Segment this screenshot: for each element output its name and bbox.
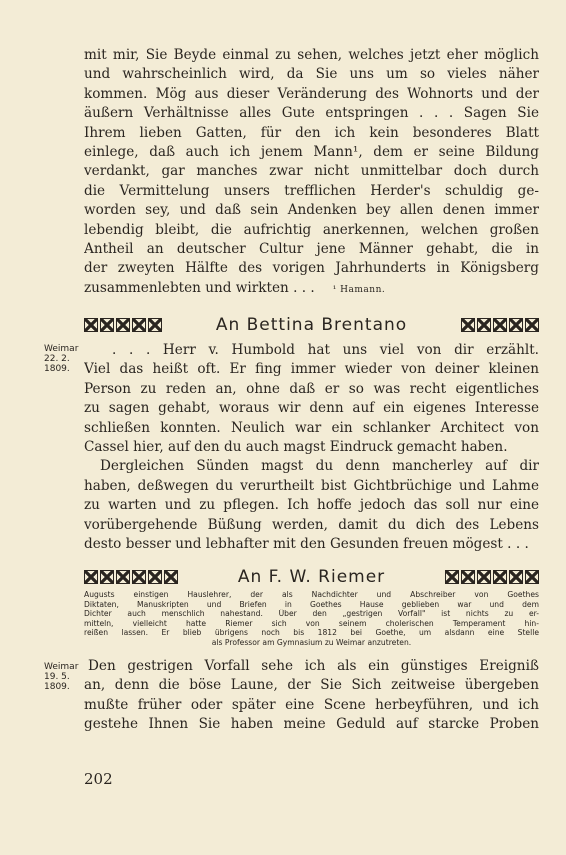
- text-line: die Vermittelung unsers trefflichen Herder's schuldig ge-: [84, 182, 539, 199]
- ornament-right: [445, 570, 539, 584]
- text-line: Viel das heißt oft. Er fing immer wieder von deiner kleinen: [84, 361, 539, 378]
- margin-year: 1809.: [44, 682, 70, 692]
- text-line: vorübergehende Büßung werden, damit du dich des Lebens: [84, 516, 539, 533]
- margin-date: [44, 344, 84, 374]
- margin-year: 1809.: [44, 364, 70, 374]
- margin-place: Weimar: [44, 662, 79, 672]
- text-line: an, denn die böse Laune, der Sie Sich zeitweise übergeben: [84, 677, 539, 694]
- heading-title: An Bettina Brentano: [215, 315, 408, 335]
- note-line: als Professor am Gymnasium zu Weimar anzutreten.: [211, 637, 412, 647]
- note-line: reißen lassen. Er blieb übrigens noch bis 1812 bei Goethe, um alsdann eine Stelle: [84, 628, 539, 638]
- ornament-left: [84, 570, 178, 584]
- letter-body-riemer: [84, 657, 539, 735]
- text-line: mußte früher oder später eine Scene herbeyführen, und ich: [84, 696, 539, 713]
- note-line: mitteln, vielleicht hatte Riemer sich von seinem cholerischen Temperament hin-: [84, 618, 539, 628]
- text-line: schließen konnten. Neulich war ein schlanker Architect von: [84, 419, 539, 436]
- margin-place: Weimar: [44, 344, 79, 354]
- text-line: haben, deßwegen du verurtheilt bist Gichtbrüchige und Lahme: [84, 477, 539, 494]
- heading-title: An F. W. Riemer: [237, 567, 386, 587]
- note-line: Augusts einstigen Hauslehrer, der als Nachdichter und Abschreiber von Goethes: [84, 590, 539, 599]
- note-line: Dichter auch menschlich nahestand. Über den „gestrigen Vorfall" ist nichts zu er-: [84, 609, 539, 619]
- text-line: zu warten und zu pflegen. Ich hoffe jedoch das soll nur eine: [84, 497, 539, 514]
- text-line-content: zusammenlebten und wirkten . . .: [84, 279, 315, 296]
- text-line: einlege, daß auch ich jenem Mann¹, dem er seine Bildung: [84, 143, 539, 160]
- text-line: äußern Verhältnisse alles Gute entspringen . . . Sagen Sie: [84, 105, 539, 122]
- text-line: Cassel hier, auf den du auch magst Eindruck gemacht haben.: [84, 438, 508, 455]
- ornament-left: [84, 318, 162, 332]
- ornament-right: [461, 318, 539, 332]
- text-line: desto besser und lebhafter mit den Gesunden freuen mögest . . .: [84, 535, 529, 552]
- editorial-note: [84, 590, 539, 648]
- text-line: kommen. Mög aus dieser Veränderung des Wohnorts und der: [84, 85, 539, 102]
- text-line: [84, 279, 539, 298]
- text-line: gestehe Ihnen Sie haben meine Geduld auf starcke Proben: [84, 716, 539, 733]
- text-line: Ihrem lieben Gatten, für den ich kein besonderes Blatt: [84, 124, 539, 141]
- section-heading-bettina: [84, 314, 539, 336]
- text-line: lebendig bleibt, die aufrichtig anerkennen, welchen großen: [84, 221, 539, 238]
- text-line: Person zu reden an, ohne daß er so was recht eigentliches: [84, 380, 539, 397]
- text-line: Den gestrigen Vorfall sehe ich als ein günstiges Ereigniß: [88, 658, 539, 674]
- text-line: verdankt, gar manches zwar nicht unmittelbar doch durch: [84, 163, 539, 180]
- text-line: zu sagen gehabt, woraus wir denn auf ein eigenes Interesse: [84, 400, 539, 417]
- letter-body-bettina: [84, 341, 539, 554]
- text-line: . . . Herr v. Humbold hat uns viel von dir erzählt.: [112, 342, 539, 358]
- margin-day: 22. 2.: [44, 354, 70, 364]
- section-heading-riemer: [84, 566, 539, 588]
- page-number: 202: [84, 770, 113, 788]
- note-line: Diktaten, Manuskripten und Briefen in Goethes Hause geblieben war und dem: [84, 599, 539, 609]
- text-line: mit mir, Sie Beyde einmal zu sehen, welches jetzt eher möglich: [84, 47, 539, 63]
- text-line: worden sey, und daß sein Andenken bey allen denen immer: [84, 202, 539, 219]
- margin-date: [44, 662, 84, 692]
- margin-day: 19. 5.: [44, 672, 70, 682]
- top-paragraph: [84, 46, 539, 298]
- text-line: der zweyten Hälfte des vorigen Jahrhunderts in Königsberg: [84, 260, 539, 277]
- text-line: Dergleichen Sünden magst du denn mancherley auf dir: [100, 458, 539, 475]
- text-line: und wahrscheinlich wird, da Sie uns um so vieles näher: [84, 66, 539, 83]
- text-line: Antheil an deutscher Cultur jene Männer gehabt, die in: [84, 240, 539, 257]
- footnote: ¹ Hamann.: [332, 284, 386, 295]
